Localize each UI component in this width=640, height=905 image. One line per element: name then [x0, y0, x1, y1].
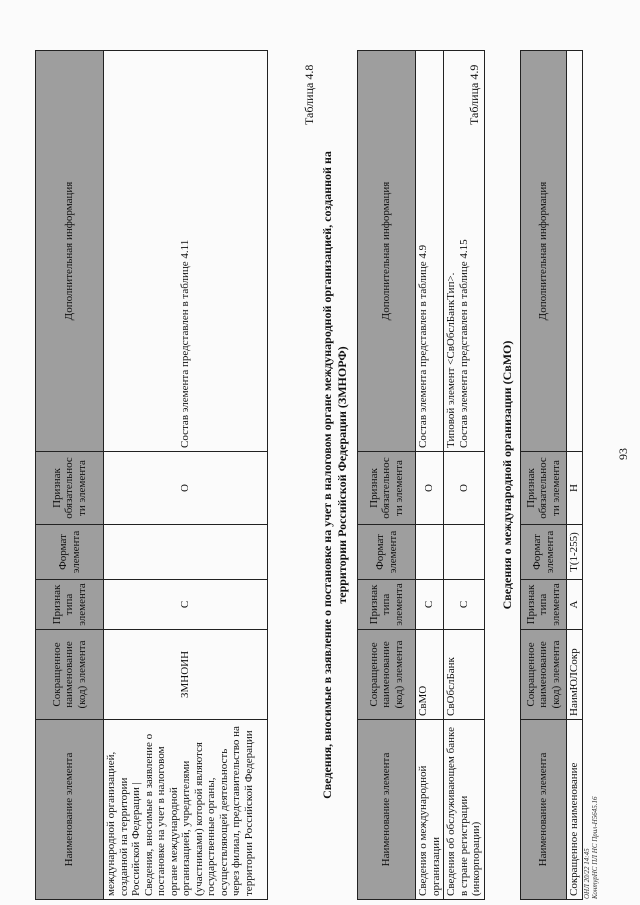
cell-code: НаимЮЛСокр	[567, 630, 583, 720]
header-code: Сокращенное наименование (код) элемента	[521, 630, 567, 720]
cell-type: С	[416, 580, 444, 630]
table-4-8	[357, 50, 485, 900]
header-name: Наименование элемента	[521, 720, 567, 900]
header-obligatory: Признак обязательности элемента	[358, 452, 416, 525]
table-4-9-caption: Сведения о международной организации (СвМО)	[500, 340, 514, 610]
cell-code: СвМО	[416, 630, 444, 720]
table-row	[567, 51, 583, 900]
cell-type: С	[104, 580, 268, 630]
header-info: Дополнительная информация	[36, 51, 104, 452]
header-type: Признак типа элемента	[36, 580, 104, 630]
table-row	[444, 51, 485, 900]
table-4-9	[520, 50, 583, 900]
cell-code: ЗМНОИН	[104, 630, 268, 720]
cell-format	[444, 525, 485, 580]
cell-name: международной организацией, созданной на территории Российской Федерации | Сведения, вносимые в заявление о постановке на учет в налоговом органе международной организацией, учредителями (участниками) которой являются государственные органы, осуществляющей деятельность через филиал, представительство на территории Российской Федерации	[104, 720, 268, 900]
cell-type: А	[567, 580, 583, 630]
header-obligatory: Признак обязательности элемента	[36, 452, 104, 525]
footer-line-2: КонтурНС ПЛ НС Прил-Н5645.16	[591, 796, 599, 899]
cell-obligatory: О	[104, 452, 268, 525]
header-format: Формат элемента	[36, 525, 104, 580]
document-footer	[583, 797, 599, 900]
cell-obligatory: О	[416, 452, 444, 525]
cell-obligatory: Н	[567, 452, 583, 525]
cell-info	[567, 51, 583, 452]
header-name: Наименование элемента	[358, 720, 416, 900]
header-format: Формат элемента	[521, 525, 567, 580]
cell-type: С	[444, 580, 485, 630]
cell-name: Сокращенное наименование	[567, 720, 583, 900]
cell-info: Типовой элемент <СвОбслБанкТип>. Состав элемента представлен в таблице 4.15	[444, 51, 485, 452]
header-row	[36, 51, 104, 900]
header-code: Сокращенное наименование (код) элемента	[36, 630, 104, 720]
header-info: Дополнительная информация	[358, 51, 416, 452]
footer-line-1: ОНЛ 20/22 14:45	[583, 848, 591, 899]
header-format: Формат элемента	[358, 525, 416, 580]
cell-info: Состав элемента представлен в таблице 4.9	[416, 51, 444, 452]
cell-format	[104, 525, 268, 580]
table-4-9-number: Таблица 4.9	[467, 64, 481, 125]
table-4-8-number: Таблица 4.8	[302, 64, 316, 125]
cell-name: Сведения о международной организации	[416, 720, 444, 900]
table-4-8-caption: Сведения, вносимые в заявление о постановке на учет в налоговом органе международной организацией, созданной на территории Российской Федерации (ЗМНОРФ)	[320, 151, 349, 799]
page-number: 93	[616, 448, 630, 460]
header-type: Признак типа элемента	[521, 580, 567, 630]
header-info: Дополнительная информация	[521, 51, 567, 452]
table-row	[416, 51, 444, 900]
table-row	[104, 51, 268, 900]
cell-format: T(1-255)	[567, 525, 583, 580]
continuation-table	[35, 50, 268, 900]
cell-format	[416, 525, 444, 580]
header-row	[521, 51, 567, 900]
cell-obligatory: О	[444, 452, 485, 525]
cell-name: Сведения об обслуживающем банке в стране регистрации (инкорпорации)	[444, 720, 485, 900]
cell-code: СвОбслБанк	[444, 630, 485, 720]
header-code: Сокращенное наименование (код) элемента	[358, 630, 416, 720]
cell-info: Состав элемента представлен в таблице 4.11	[104, 51, 268, 452]
header-name: Наименование элемента	[36, 720, 104, 900]
header-row	[358, 51, 416, 900]
header-type: Признак типа элемента	[358, 580, 416, 630]
header-obligatory: Признак обязательности элемента	[521, 452, 567, 525]
